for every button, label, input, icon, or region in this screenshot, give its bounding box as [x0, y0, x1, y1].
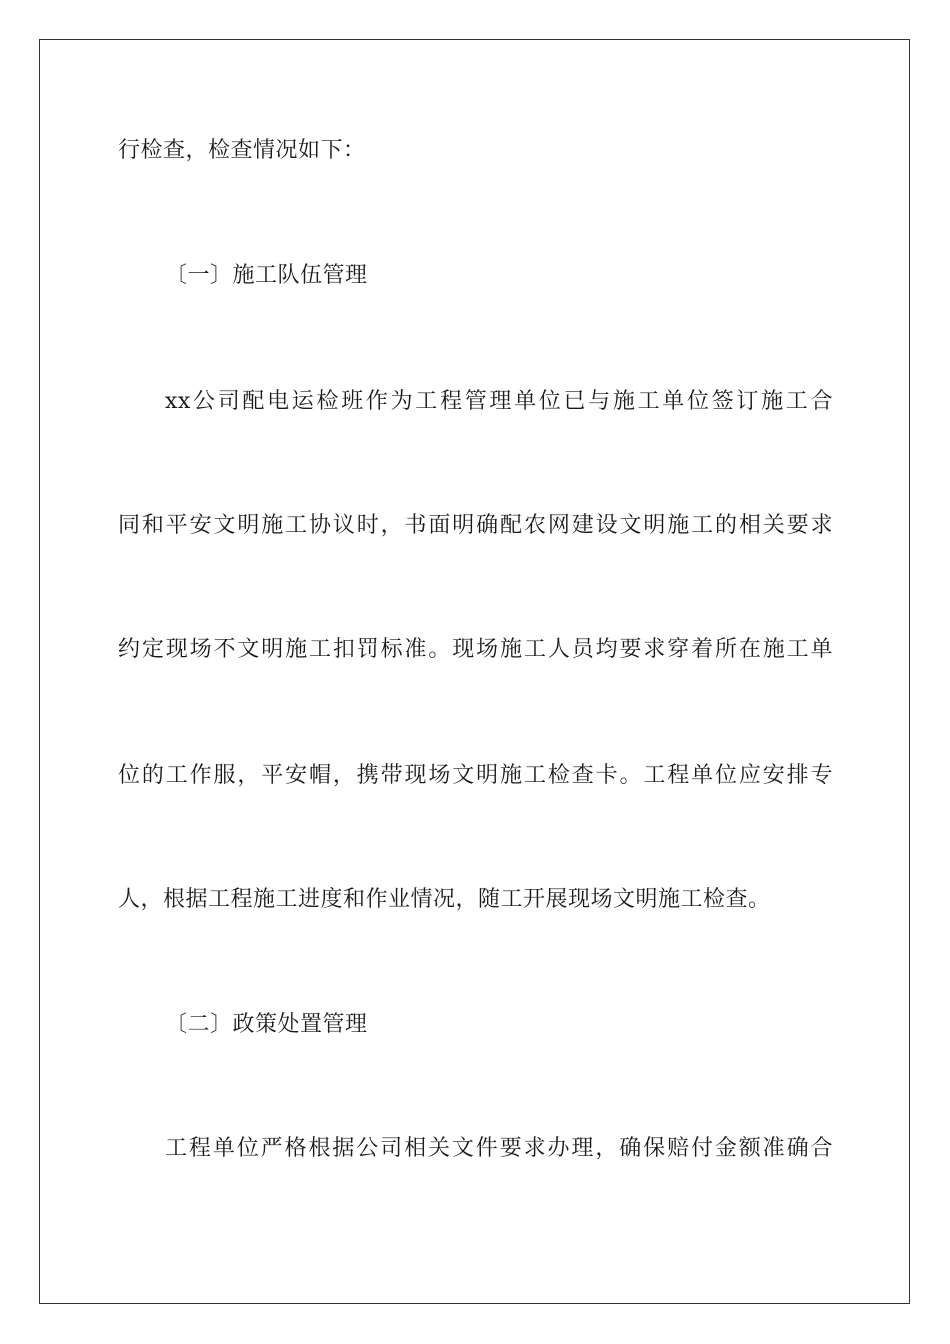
paragraph-line-4: 同和平安文明施工协议时，书面明确配农网建设文明施工的相关要求 — [118, 513, 833, 538]
paragraph-line-6: 位的工作服，平安帽，携带现场文明施工检查卡。工程单位应安排专 — [118, 763, 833, 788]
document-page — [39, 39, 910, 1304]
paragraph-line-3: xx公司配电运检班作为工程管理单位已与施工单位签订施工合 — [165, 389, 833, 414]
paragraph-line-9: 工程单位严格根据公司相关文件要求办理，确保赔付金额准确合 — [165, 1136, 833, 1161]
section-heading-2: 〔二〕政策处置管理 — [165, 1012, 368, 1037]
section-heading-1: 〔一〕施工队伍管理 — [165, 263, 368, 288]
paragraph-line-7: 人，根据工程施工进度和作业情况，随工开展现场文明施工检查。 — [118, 887, 771, 912]
paragraph-line-5: 约定现场不文明施工扣罚标准。现场施工人员均要求穿着所在施工单 — [118, 637, 833, 662]
paragraph-line-1: 行检查，检查情况如下： — [118, 138, 366, 163]
